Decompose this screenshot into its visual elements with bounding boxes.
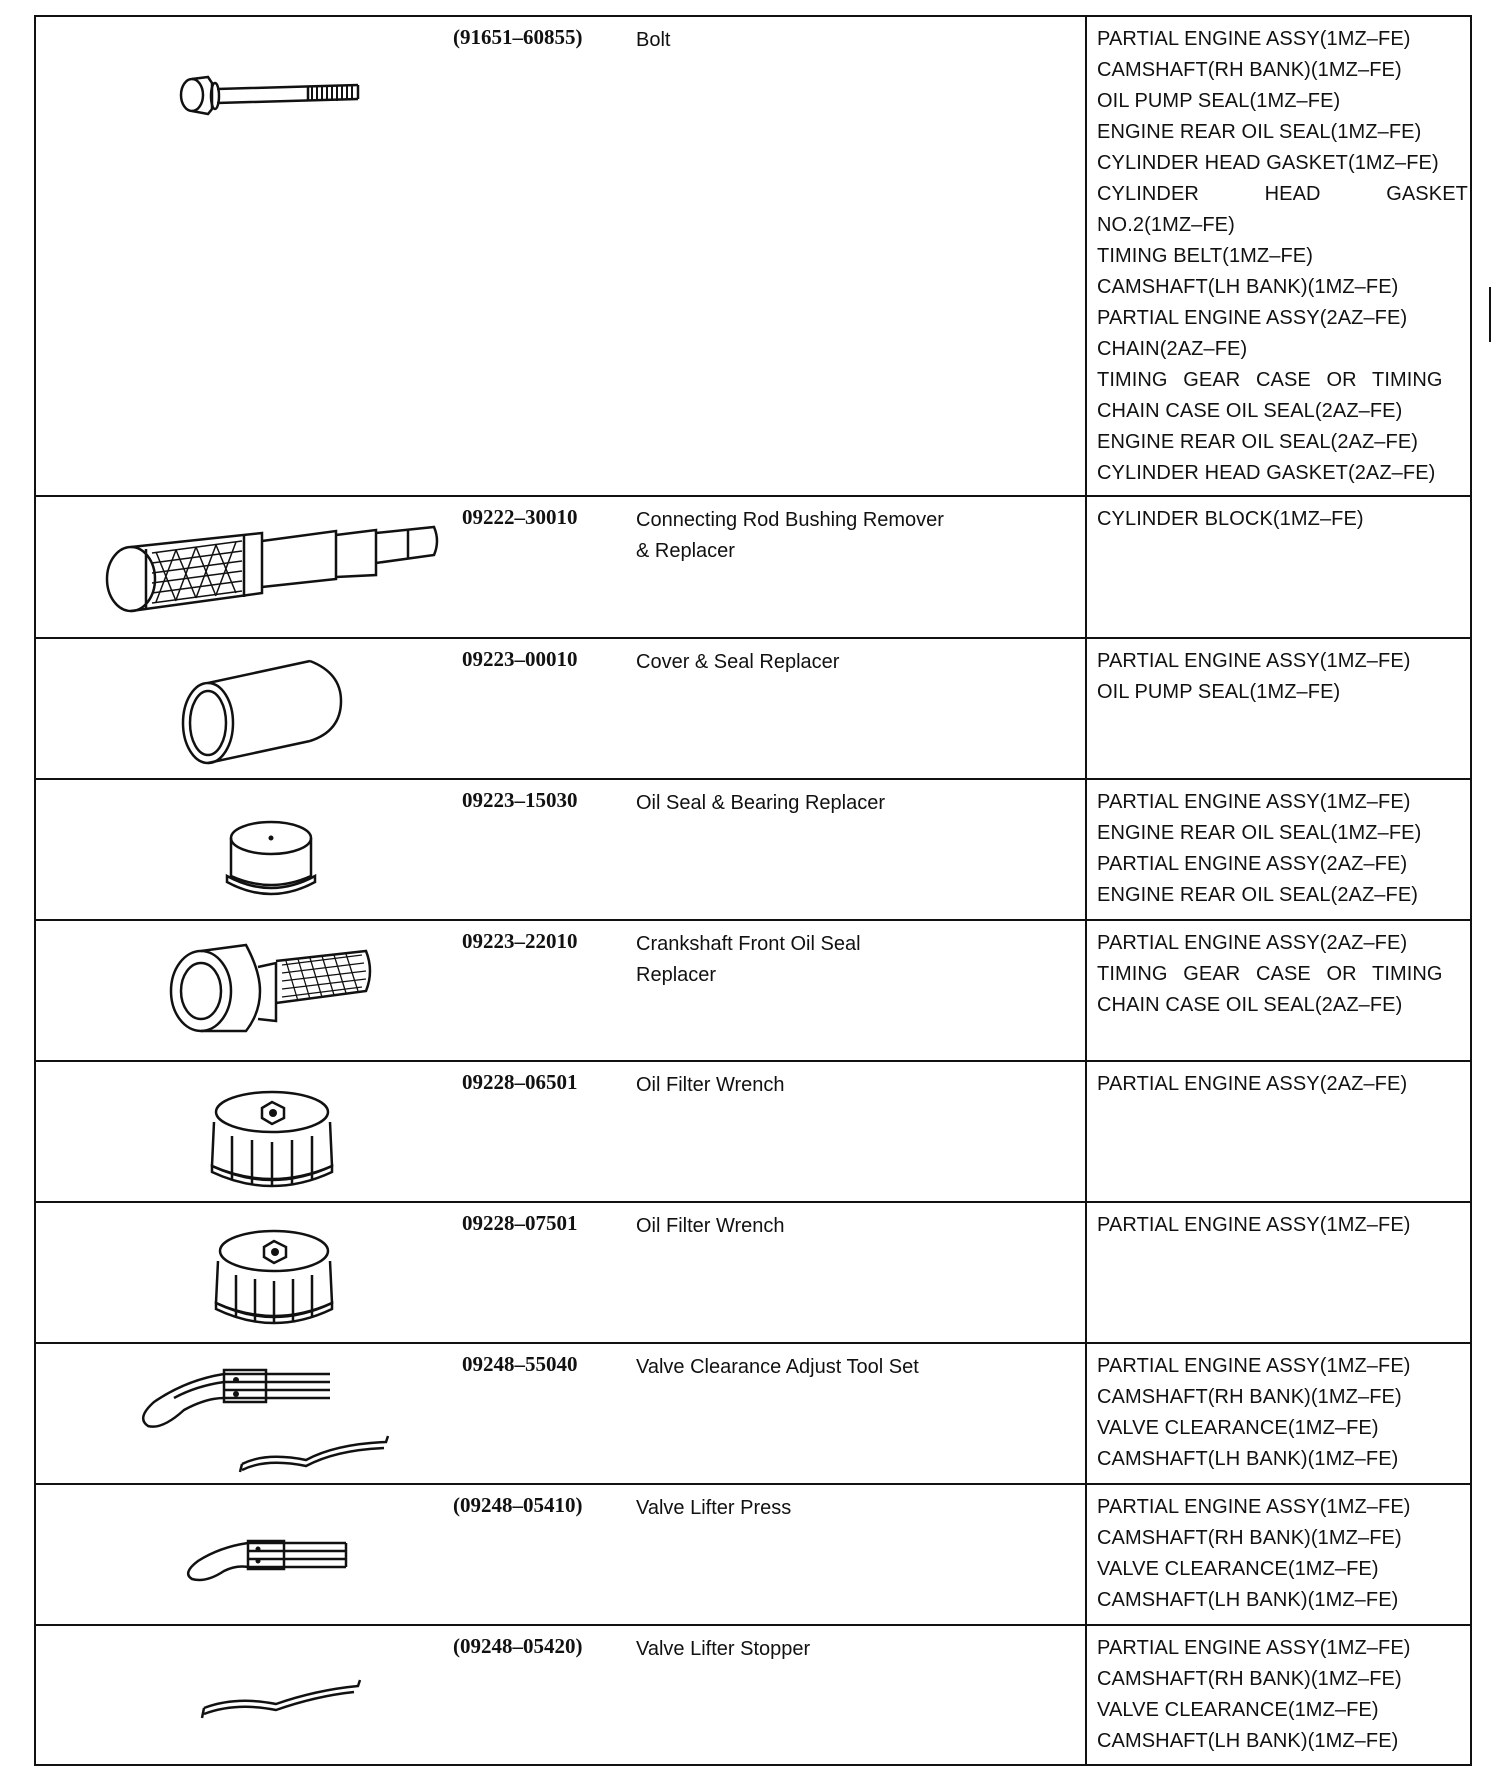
- table-row: [35, 1484, 1471, 1625]
- application-item: OIL PUMP SEAL(1MZ–FE): [1097, 90, 1341, 112]
- tool-cell: [35, 779, 1086, 920]
- tool-name: Valve Lifter Stopper: [636, 1638, 811, 1660]
- application-cell: [1086, 496, 1471, 638]
- application-cell: [1086, 1343, 1471, 1484]
- tool-cell: [35, 1202, 1086, 1343]
- special-tools-table: [34, 15, 1472, 1766]
- bearing-replacer-icon: [36, 780, 466, 919]
- seal-replacer-icon: [36, 639, 466, 778]
- oil-filter-wrench-icon: [36, 1203, 466, 1342]
- application-item: CHAIN CASE OIL SEAL(2AZ–FE): [1097, 994, 1403, 1016]
- tool-cell: [35, 16, 1086, 496]
- application-item: TIMING BELT(1MZ–FE): [1097, 245, 1313, 267]
- tool-name: Oil Filter Wrench: [636, 1215, 785, 1237]
- valve-lifter-press-icon: [36, 1485, 466, 1624]
- application-cell: [1086, 1625, 1471, 1765]
- table-row: [35, 920, 1471, 1061]
- application-item: CAMSHAFT(LH BANK)(1MZ–FE): [1097, 1448, 1399, 1470]
- tool-cell: [35, 1484, 1086, 1625]
- table-row: [35, 1061, 1471, 1202]
- application-cell: [1086, 1484, 1471, 1625]
- application-item: PARTIAL ENGINE ASSY(2AZ–FE): [1097, 1073, 1408, 1095]
- part-number: (09248–05410): [453, 1493, 583, 1517]
- application-item: VALVE CLEARANCE(1MZ–FE): [1097, 1417, 1379, 1439]
- part-number: 09228–07501: [462, 1211, 578, 1235]
- valve-lifter-stopper-icon: [36, 1626, 466, 1764]
- tool-name: Connecting Rod Bushing Remover & Replacer: [636, 509, 944, 562]
- tool-name: Valve Clearance Adjust Tool Set: [636, 1356, 919, 1378]
- valve-tool-set-icon: [36, 1344, 466, 1483]
- application-item: CAMSHAFT(RH BANK)(1MZ–FE): [1097, 1527, 1402, 1549]
- application-item: CAMSHAFT(LH BANK)(1MZ–FE): [1097, 1589, 1399, 1611]
- application-cell: [1086, 1061, 1471, 1202]
- application-item: OIL PUMP SEAL(1MZ–FE): [1097, 681, 1341, 703]
- tool-cell: [35, 1061, 1086, 1202]
- part-number: 09248–55040: [462, 1352, 578, 1376]
- revision-bar: [1489, 287, 1491, 342]
- part-number: 09228–06501: [462, 1070, 578, 1094]
- part-number: 09223–22010: [462, 929, 578, 953]
- application-item: PARTIAL ENGINE ASSY(1MZ–FE): [1097, 1355, 1411, 1377]
- table-row: [35, 496, 1471, 638]
- application-item: PARTIAL ENGINE ASSY(2AZ–FE): [1097, 853, 1408, 875]
- application-item: PARTIAL ENGINE ASSY(1MZ–FE): [1097, 28, 1411, 50]
- application-item: CHAIN(2AZ–FE): [1097, 338, 1248, 360]
- application-item: PARTIAL ENGINE ASSY(1MZ–FE): [1097, 1637, 1411, 1659]
- tool-cell: [35, 638, 1086, 779]
- tool-cell: [35, 1625, 1086, 1765]
- application-cell: [1086, 16, 1471, 496]
- table-row: [35, 1625, 1471, 1765]
- application-cell: [1086, 1202, 1471, 1343]
- application-item: NO.2(1MZ–FE): [1097, 214, 1235, 236]
- application-item: CHAIN CASE OIL SEAL(2AZ–FE): [1097, 400, 1403, 422]
- application-item: ENGINE REAR OIL SEAL(1MZ–FE): [1097, 121, 1422, 143]
- tool-cell: [35, 920, 1086, 1061]
- bolt-icon: [36, 17, 466, 147]
- application-item: ENGINE REAR OIL SEAL(2AZ–FE): [1097, 884, 1419, 906]
- application-item: ENGINE REAR OIL SEAL(2AZ–FE): [1097, 431, 1419, 453]
- bushing-remover-icon: [36, 497, 466, 637]
- tool-name: Oil Filter Wrench: [636, 1074, 785, 1096]
- tool-name: Valve Lifter Press: [636, 1497, 792, 1519]
- part-number: (91651–60855): [453, 25, 583, 49]
- special-tools-sheet: [34, 15, 1470, 1766]
- oil-filter-wrench-icon: [36, 1062, 466, 1201]
- application-item: CYLINDER HEAD GASKET(2AZ–FE): [1097, 462, 1436, 484]
- application-cell: [1086, 779, 1471, 920]
- application-item: PARTIAL ENGINE ASSY(1MZ–FE): [1097, 1214, 1411, 1236]
- tool-name: Oil Seal & Bearing Replacer: [636, 792, 886, 814]
- application-item: PARTIAL ENGINE ASSY(1MZ–FE): [1097, 650, 1411, 672]
- application-item: TIMING GEAR CASE OR TIMING: [1097, 369, 1443, 391]
- tool-name: Bolt: [636, 29, 671, 51]
- part-number: 09223–15030: [462, 788, 578, 812]
- application-item: CAMSHAFT(LH BANK)(1MZ–FE): [1097, 1730, 1399, 1752]
- application-item: CAMSHAFT(RH BANK)(1MZ–FE): [1097, 59, 1402, 81]
- application-item: CAMSHAFT(RH BANK)(1MZ–FE): [1097, 1668, 1402, 1690]
- table-row: [35, 779, 1471, 920]
- application-item: PARTIAL ENGINE ASSY(2AZ–FE): [1097, 932, 1408, 954]
- application-item: CYLINDER BLOCK(1MZ–FE): [1097, 508, 1364, 530]
- application-item: TIMING GEAR CASE OR TIMING: [1097, 963, 1443, 985]
- table-row: [35, 1202, 1471, 1343]
- application-item: VALVE CLEARANCE(1MZ–FE): [1097, 1558, 1379, 1580]
- application-item: CAMSHAFT(LH BANK)(1MZ–FE): [1097, 276, 1399, 298]
- application-cell: [1086, 638, 1471, 779]
- tool-cell: [35, 1343, 1086, 1484]
- part-number: 09223–00010: [462, 647, 578, 671]
- tool-name: Crankshaft Front Oil Seal Replacer: [636, 933, 861, 986]
- table-row: [35, 638, 1471, 779]
- tool-cell: [35, 496, 1086, 638]
- table-row: [35, 16, 1471, 496]
- application-item: VALVE CLEARANCE(1MZ–FE): [1097, 1699, 1379, 1721]
- tool-name: Cover & Seal Replacer: [636, 651, 840, 673]
- table-row: [35, 1343, 1471, 1484]
- application-item: PARTIAL ENGINE ASSY(1MZ–FE): [1097, 791, 1411, 813]
- application-item: CYLINDER HEAD GASKET(1MZ–FE): [1097, 152, 1439, 174]
- application-cell: [1086, 920, 1471, 1061]
- crankshaft-seal-replacer-icon: [36, 921, 466, 1060]
- part-number: 09222–30010: [462, 505, 578, 529]
- application-item: CYLINDER HEAD GASKET: [1097, 183, 1468, 205]
- application-item: PARTIAL ENGINE ASSY(2AZ–FE): [1097, 307, 1408, 329]
- application-item: ENGINE REAR OIL SEAL(1MZ–FE): [1097, 822, 1422, 844]
- application-item: PARTIAL ENGINE ASSY(1MZ–FE): [1097, 1496, 1411, 1518]
- part-number: (09248–05420): [453, 1634, 583, 1658]
- application-item: CAMSHAFT(RH BANK)(1MZ–FE): [1097, 1386, 1402, 1408]
